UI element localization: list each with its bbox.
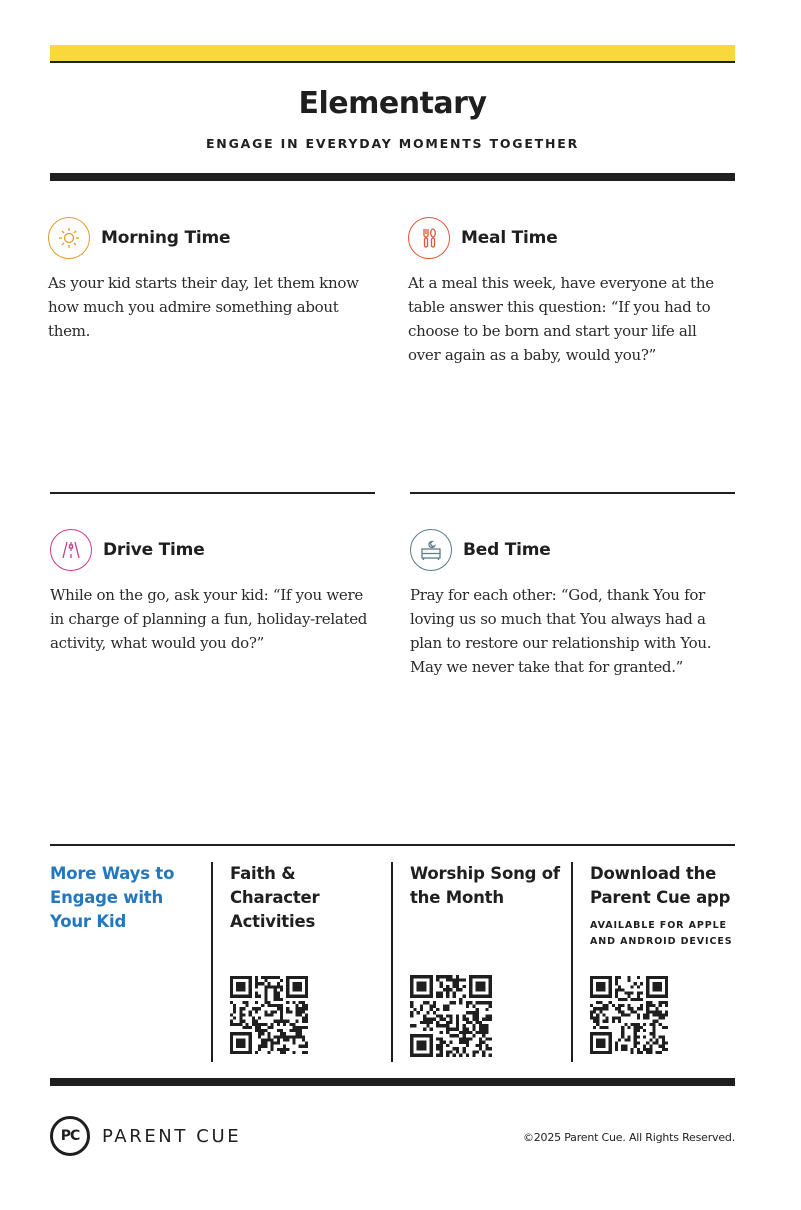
qr-code-worship-song[interactable] — [410, 975, 492, 1057]
road-icon — [50, 529, 92, 571]
section-body: While on the go, ask your kid: “If you were in charge of planning a fun, holiday-related activity, what would you do?” — [50, 586, 368, 652]
column-divider — [211, 862, 213, 1062]
more-ways-column — [50, 862, 200, 1062]
column-title: Worship Song of the Month — [410, 864, 560, 907]
column-divider — [571, 862, 573, 1062]
footer-divider — [50, 844, 735, 846]
header-divider — [50, 173, 735, 181]
copyright-notice: ©2025 Parent Cue. All Rights Reserved. — [522, 1131, 735, 1144]
section-title: Drive Time — [103, 540, 205, 560]
brand-name: PARENT CUE — [102, 1125, 242, 1147]
section-body: As your kid starts their day, let them know how much you admire something about them. — [48, 274, 359, 340]
brand-logo — [50, 1116, 241, 1156]
section-body: At a meal this week, have everyone at the table answer this question: “If you had to choose to be born and start your life all over again as a baby, would you?” — [408, 274, 714, 364]
page-subtitle: ENGAGE IN EVERYDAY MOMENTS TOGETHER — [205, 136, 580, 151]
section-morning-time — [48, 215, 373, 343]
bed-moon-icon — [410, 529, 452, 571]
section-divider — [410, 492, 735, 494]
section-title: Bed Time — [463, 540, 551, 560]
section-title: Meal Time — [461, 228, 558, 248]
more-ways-heading: More Ways to Engage with Your Kid — [50, 864, 175, 931]
column-title: Faith & Character Activities — [230, 864, 320, 931]
section-title: Morning Time — [101, 228, 231, 248]
app-availability-note: AVAILABLE FOR APPLE AND ANDROID DEVICES — [590, 920, 733, 947]
header-accent-band — [50, 45, 735, 63]
sun-icon — [48, 217, 90, 259]
utensils-icon — [408, 217, 450, 259]
footer-bar — [50, 1078, 735, 1086]
logo-mark: PC — [50, 1116, 90, 1156]
qr-code-faith-activities[interactable] — [230, 976, 308, 1054]
column-title: Download the Parent Cue app — [590, 864, 731, 907]
section-divider — [50, 492, 375, 494]
section-bed-time — [410, 527, 735, 679]
column-divider — [391, 862, 393, 1062]
qr-code-app-download[interactable] — [590, 976, 668, 1054]
section-body: Pray for each other: “God, thank You for loving us so much that You always had a plan to restore our relationship with You. May we never take that for granted.” — [410, 586, 712, 676]
section-meal-time — [408, 215, 733, 367]
page-title: Elementary — [298, 86, 487, 121]
section-drive-time — [50, 527, 375, 655]
